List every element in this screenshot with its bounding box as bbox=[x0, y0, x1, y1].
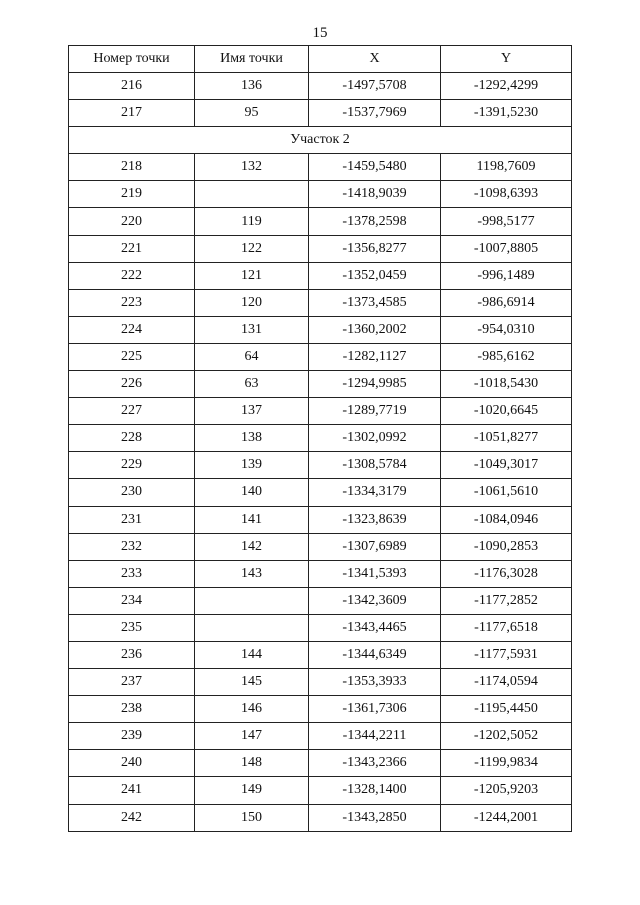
cell-y: 1198,7609 bbox=[441, 154, 572, 181]
coordinates-table bbox=[68, 45, 572, 832]
cell-point-name: 138 bbox=[195, 425, 309, 452]
cell-point-name: 63 bbox=[195, 371, 309, 398]
cell-x: -1343,4465 bbox=[309, 614, 441, 641]
cell-x: -1418,9039 bbox=[309, 181, 441, 208]
cell-y: -1174,0594 bbox=[441, 669, 572, 696]
cell-x: -1334,3179 bbox=[309, 479, 441, 506]
cell-x: -1361,7306 bbox=[309, 696, 441, 723]
cell-point-name: 137 bbox=[195, 398, 309, 425]
cell-point-name: 149 bbox=[195, 777, 309, 804]
cell-point-number: 220 bbox=[69, 208, 195, 235]
table-row bbox=[69, 235, 572, 262]
cell-point-name: 143 bbox=[195, 560, 309, 587]
cell-point-number: 219 bbox=[69, 181, 195, 208]
cell-point-number: 224 bbox=[69, 316, 195, 343]
cell-x: -1343,2850 bbox=[309, 804, 441, 831]
cell-y: -1090,2853 bbox=[441, 533, 572, 560]
cell-point-name bbox=[195, 614, 309, 641]
cell-y: -998,5177 bbox=[441, 208, 572, 235]
cell-x: -1459,5480 bbox=[309, 154, 441, 181]
cell-y: -1177,6518 bbox=[441, 614, 572, 641]
table-row bbox=[69, 641, 572, 668]
cell-point-name bbox=[195, 587, 309, 614]
cell-y: -1195,4450 bbox=[441, 696, 572, 723]
section-row bbox=[69, 127, 572, 154]
table-row bbox=[69, 154, 572, 181]
table-row bbox=[69, 723, 572, 750]
cell-point-number: 238 bbox=[69, 696, 195, 723]
table-row bbox=[69, 343, 572, 370]
cell-point-number: 225 bbox=[69, 343, 195, 370]
cell-x: -1341,5393 bbox=[309, 560, 441, 587]
cell-y: -1176,3028 bbox=[441, 560, 572, 587]
cell-point-number: 227 bbox=[69, 398, 195, 425]
table-row bbox=[69, 696, 572, 723]
cell-point-number: 234 bbox=[69, 587, 195, 614]
table-row bbox=[69, 100, 572, 127]
table-row bbox=[69, 560, 572, 587]
cell-x: -1537,7969 bbox=[309, 100, 441, 127]
cell-point-number: 235 bbox=[69, 614, 195, 641]
cell-y: -1177,5931 bbox=[441, 641, 572, 668]
cell-point-name bbox=[195, 181, 309, 208]
cell-y: -954,0310 bbox=[441, 316, 572, 343]
cell-point-number: 226 bbox=[69, 371, 195, 398]
cell-x: -1373,4585 bbox=[309, 289, 441, 316]
cell-x: -1328,1400 bbox=[309, 777, 441, 804]
cell-point-name: 148 bbox=[195, 750, 309, 777]
header-point-number: Номер точки bbox=[69, 46, 195, 73]
cell-point-name: 119 bbox=[195, 208, 309, 235]
cell-x: -1378,2598 bbox=[309, 208, 441, 235]
cell-x: -1344,6349 bbox=[309, 641, 441, 668]
table-row bbox=[69, 316, 572, 343]
table-row bbox=[69, 669, 572, 696]
cell-point-number: 223 bbox=[69, 289, 195, 316]
table-row bbox=[69, 587, 572, 614]
header-x: X bbox=[309, 46, 441, 73]
cell-point-number: 218 bbox=[69, 154, 195, 181]
cell-point-name: 132 bbox=[195, 154, 309, 181]
cell-y: -1202,5052 bbox=[441, 723, 572, 750]
cell-y: -1049,3017 bbox=[441, 452, 572, 479]
cell-point-number: 217 bbox=[69, 100, 195, 127]
cell-point-name: 95 bbox=[195, 100, 309, 127]
cell-point-name: 139 bbox=[195, 452, 309, 479]
cell-x: -1344,2211 bbox=[309, 723, 441, 750]
cell-point-number: 228 bbox=[69, 425, 195, 452]
cell-y: -1007,8805 bbox=[441, 235, 572, 262]
cell-x: -1302,0992 bbox=[309, 425, 441, 452]
cell-point-number: 221 bbox=[69, 235, 195, 262]
cell-point-name: 136 bbox=[195, 73, 309, 100]
table-row bbox=[69, 208, 572, 235]
cell-point-name: 146 bbox=[195, 696, 309, 723]
cell-x: -1282,1127 bbox=[309, 343, 441, 370]
cell-point-name: 150 bbox=[195, 804, 309, 831]
cell-x: -1356,8277 bbox=[309, 235, 441, 262]
table-row bbox=[69, 750, 572, 777]
cell-x: -1360,2002 bbox=[309, 316, 441, 343]
table-row bbox=[69, 452, 572, 479]
cell-x: -1353,3933 bbox=[309, 669, 441, 696]
cell-point-number: 216 bbox=[69, 73, 195, 100]
cell-x: -1342,3609 bbox=[309, 587, 441, 614]
cell-x: -1323,8639 bbox=[309, 506, 441, 533]
table-row bbox=[69, 614, 572, 641]
cell-x: -1289,7719 bbox=[309, 398, 441, 425]
cell-y: -1205,9203 bbox=[441, 777, 572, 804]
cell-y: -1391,5230 bbox=[441, 100, 572, 127]
cell-y: -1244,2001 bbox=[441, 804, 572, 831]
cell-point-name: 145 bbox=[195, 669, 309, 696]
table-row bbox=[69, 425, 572, 452]
cell-point-name: 131 bbox=[195, 316, 309, 343]
section-label: Участок 2 bbox=[69, 127, 572, 154]
table-row bbox=[69, 262, 572, 289]
cell-x: -1497,5708 bbox=[309, 73, 441, 100]
cell-point-name: 120 bbox=[195, 289, 309, 316]
cell-point-name: 64 bbox=[195, 343, 309, 370]
cell-point-name: 142 bbox=[195, 533, 309, 560]
cell-y: -1061,5610 bbox=[441, 479, 572, 506]
cell-point-number: 236 bbox=[69, 641, 195, 668]
table-row bbox=[69, 777, 572, 804]
table-row bbox=[69, 289, 572, 316]
cell-x: -1352,0459 bbox=[309, 262, 441, 289]
table-body bbox=[69, 73, 572, 832]
cell-point-name: 140 bbox=[195, 479, 309, 506]
cell-y: -1199,9834 bbox=[441, 750, 572, 777]
page-number: 15 bbox=[312, 25, 328, 41]
cell-point-number: 233 bbox=[69, 560, 195, 587]
cell-y: -1098,6393 bbox=[441, 181, 572, 208]
cell-y: -996,1489 bbox=[441, 262, 572, 289]
table-row bbox=[69, 181, 572, 208]
cell-y: -1084,0946 bbox=[441, 506, 572, 533]
cell-y: -1051,8277 bbox=[441, 425, 572, 452]
cell-point-number: 232 bbox=[69, 533, 195, 560]
cell-point-number: 242 bbox=[69, 804, 195, 831]
cell-point-number: 237 bbox=[69, 669, 195, 696]
table-row bbox=[69, 479, 572, 506]
cell-point-name: 147 bbox=[195, 723, 309, 750]
header-row bbox=[69, 46, 572, 73]
cell-point-number: 231 bbox=[69, 506, 195, 533]
cell-point-name: 144 bbox=[195, 641, 309, 668]
cell-point-name: 121 bbox=[195, 262, 309, 289]
cell-x: -1343,2366 bbox=[309, 750, 441, 777]
cell-x: -1308,5784 bbox=[309, 452, 441, 479]
cell-point-number: 239 bbox=[69, 723, 195, 750]
cell-y: -985,6162 bbox=[441, 343, 572, 370]
cell-x: -1307,6989 bbox=[309, 533, 441, 560]
cell-point-name: 122 bbox=[195, 235, 309, 262]
table-row bbox=[69, 533, 572, 560]
cell-y: -986,6914 bbox=[441, 289, 572, 316]
cell-point-number: 222 bbox=[69, 262, 195, 289]
table-row bbox=[69, 398, 572, 425]
header-y: Y bbox=[441, 46, 572, 73]
cell-point-name: 141 bbox=[195, 506, 309, 533]
cell-y: -1177,2852 bbox=[441, 587, 572, 614]
cell-point-number: 230 bbox=[69, 479, 195, 506]
cell-y: -1018,5430 bbox=[441, 371, 572, 398]
cell-x: -1294,9985 bbox=[309, 371, 441, 398]
cell-point-number: 229 bbox=[69, 452, 195, 479]
cell-y: -1292,4299 bbox=[441, 73, 572, 100]
table-row bbox=[69, 506, 572, 533]
cell-point-number: 240 bbox=[69, 750, 195, 777]
header-point-name: Имя точки bbox=[195, 46, 309, 73]
table-row bbox=[69, 804, 572, 831]
table-header bbox=[69, 46, 572, 73]
cell-y: -1020,6645 bbox=[441, 398, 572, 425]
table-row bbox=[69, 73, 572, 100]
table-row bbox=[69, 371, 572, 398]
cell-point-number: 241 bbox=[69, 777, 195, 804]
